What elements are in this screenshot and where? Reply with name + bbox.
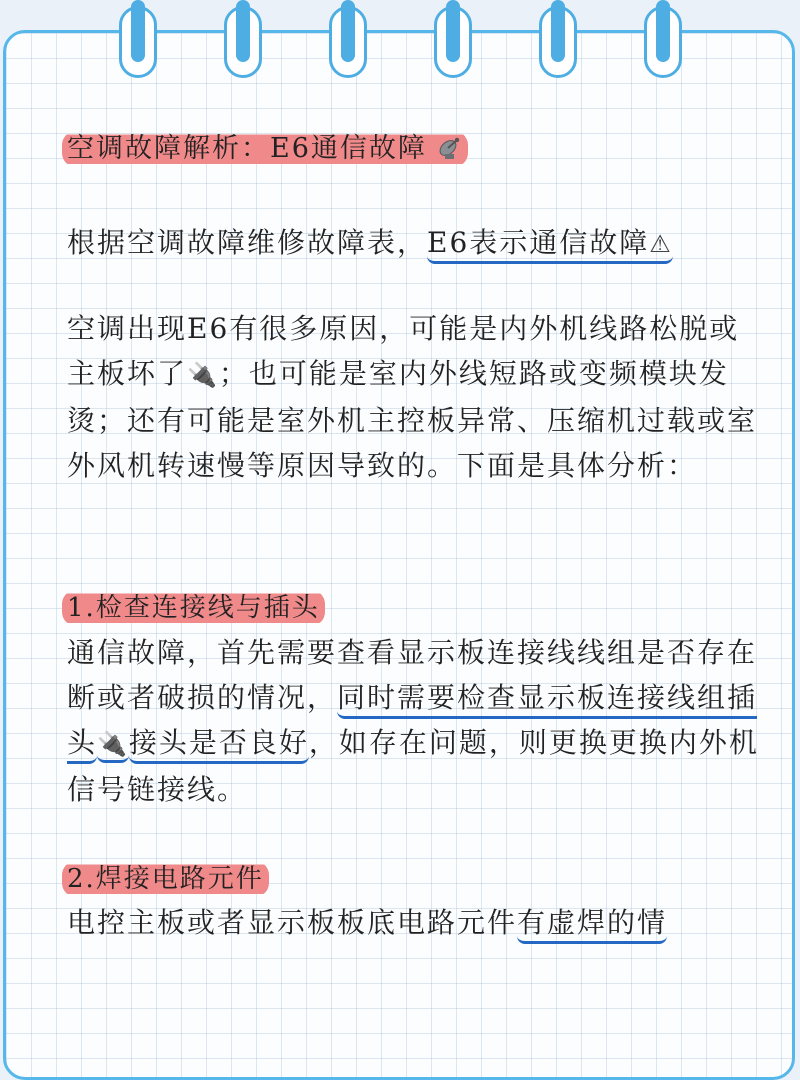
page-title: [62, 131, 468, 167]
section1-highlight-b: 接头是否良好: [129, 726, 309, 764]
section1-title-text: 1.检查连接线与插头: [67, 593, 320, 623]
intro-highlight: E6表示通信故障⚠: [427, 226, 673, 264]
binder-ring: [224, 0, 262, 78]
section1-text-a: 通信故障，首先需要查看显示板连接线线组是否存在断或者破损的情况，: [67, 636, 758, 714]
binder-ring: [329, 0, 367, 78]
binder-ring: [119, 0, 157, 78]
causes-paragraph: [67, 306, 767, 488]
causes-text-2: ；也可能是室内外线短路或变频模块发烫；还有可能是室外机主控板异常、压缩机过载或室外风机转速慢等原因导致的。下面是具体分析：: [67, 357, 758, 482]
warning-icon: ⚠: [649, 230, 673, 258]
section1-title: [62, 590, 325, 626]
binder-ring: [539, 0, 577, 78]
section2-title-text: 2.焊接电路元件: [67, 864, 264, 894]
section2-text-a: 电控主板或者显示板板底电路元件: [67, 906, 518, 939]
section2-title: [62, 861, 269, 897]
section1-highlight-a: 同时需要检查显示板连接线组插头: [67, 681, 757, 764]
intro-paragraph: [67, 220, 767, 267]
plug-icon: 🔌: [97, 730, 129, 763]
title-text: 空调故障解析：E6通信故障: [67, 133, 427, 164]
section1-text-b: ，如存在问题，则更换更换内外机信号链接线。: [67, 726, 759, 806]
binder-ring: [644, 0, 682, 78]
section2-paragraph: [67, 900, 767, 945]
section2-highlight-a: 有虚焊的情: [517, 906, 667, 944]
binder-ring: [434, 0, 472, 78]
causes-text-1: 空调出现E6有很多原因，可能是内外机线路松脱或主板坏了: [67, 312, 740, 390]
satellite-dish-icon: [437, 135, 463, 161]
section1-paragraph: [67, 630, 767, 812]
intro-lead: 根据空调故障维修故障表，: [67, 226, 428, 259]
plug-icon: 🔌: [187, 361, 219, 389]
